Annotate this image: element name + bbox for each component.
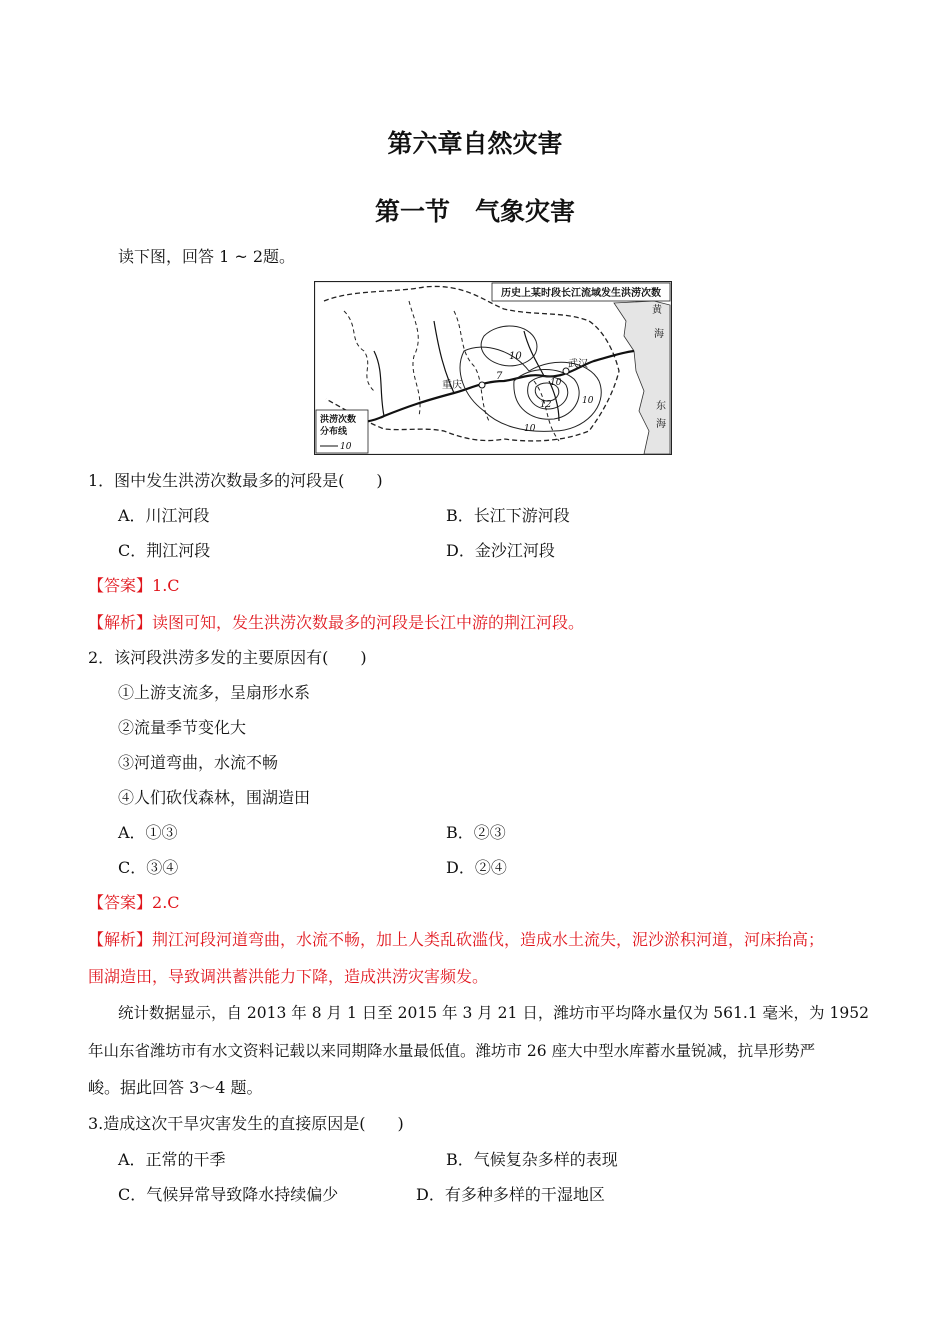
q2-option-d: D．②④ [446,858,507,877]
legend-line1: 洪涝次数 [320,415,357,425]
contour-label-10b: 10 [550,378,562,388]
q1-answer [88,576,180,596]
q2-answer-value: 2.C [152,893,180,912]
passage-line-1: 统计数据显示，自 2013 年 8 月 1 日至 2015 年 3 月 21 日，潍坊市平均降水量仅为 561.1 毫米，为 1952 [118,1004,869,1022]
chongqing-label: 重庆 [442,380,462,391]
q2-item-2: ②流量季节变化大 [118,718,247,737]
q1-analysis [88,613,584,633]
legend-line2: 分布线 [320,427,348,437]
map-title: 历史上某时段长江流域发生洪涝次数 [501,288,661,299]
q2-stem: 2．该河段洪涝多发的主要原因有( ) [88,648,367,667]
sea-label-huang: 黄 [652,305,662,316]
section-title: 第一节 气象灾害 [374,197,575,226]
q1-answer-value: 1.C [152,576,180,595]
q2-option-b: B．②③ [446,823,506,842]
q3-option-b: B．气候复杂多样的表现 [446,1150,618,1169]
q3-option-d: D．有多种多样的干湿地区 [416,1185,605,1204]
q1-option-b: B．长江下游河段 [446,506,570,525]
q2-analysis-text-1: 荆江河段河道弯曲，水流不畅，加上人类乱砍滥伐，造成水土流失，泥沙淤积河道，河床抬高； [152,930,825,949]
contour-label-10a: 10 [509,351,522,362]
q1-answer-tag: 【答案】 [88,576,153,595]
legend-value: 10 [340,442,352,452]
q2-analysis-tag: 【解析】 [88,930,153,949]
q2-option-a: A．①③ [118,823,178,842]
sea-label-hai2: 海 [656,419,666,430]
q3-stem: 3.造成这次干旱灾害发生的直接原因是( ) [88,1114,404,1133]
contour-label-10d: 10 [524,424,536,434]
q2-item-3: ③河道弯曲，水流不畅 [118,753,279,772]
sea-label-dong: 东 [656,401,666,412]
q2-answer [88,893,180,913]
passage-line-2: 年山东省潍坊市有水文资料记载以来同期降水量最低值。潍坊市 26 座大中型水库蓄水量锐减，抗旱形势严 [88,1042,816,1060]
q1-stem: 1．图中发生洪涝次数最多的河段是( ) [88,471,383,490]
q1-option-c: C．荆江河段 [118,541,211,560]
q3-option-c: C．气候异常导致降水持续偏少 [118,1185,339,1204]
contour-label-7: 7 [496,371,503,382]
passage-line-3: 峻。据此回答 3～4 题。 [88,1078,263,1097]
q3-option-a: A．正常的干季 [118,1150,226,1169]
contour-label-10c: 10 [582,396,594,406]
chongqing-marker [479,382,485,388]
sea-label-hai1: 海 [654,329,664,340]
q2-item-4: ④人们砍伐森林，围湖造田 [118,788,311,807]
q2-analysis-line1 [88,930,824,950]
wuhan-label: 武汉 [568,359,588,370]
q2-option-c: C．③④ [118,858,179,877]
q1-option-a: A．川江河段 [118,506,210,525]
q1-analysis-text: 读图可知，发生洪涝次数最多的河段是长江中游的荆江河段。 [152,613,585,632]
q1-analysis-tag: 【解析】 [88,613,153,632]
chapter-title: 第六章自然灾害 [387,129,563,158]
intro-text: 读下图，回答 1 ~ 2题。 [118,247,296,266]
q2-analysis-line2: 围湖造田，导致调洪蓄洪能力下降，造成洪涝灾害频发。 [88,967,489,986]
q2-answer-tag: 【答案】 [88,893,153,912]
q1-option-d: D．金沙江河段 [446,541,555,560]
q2-item-1: ①上游支流多，呈扇形水系 [118,683,311,702]
flood-map [314,281,672,455]
contour-label-12: 12 [540,400,552,410]
